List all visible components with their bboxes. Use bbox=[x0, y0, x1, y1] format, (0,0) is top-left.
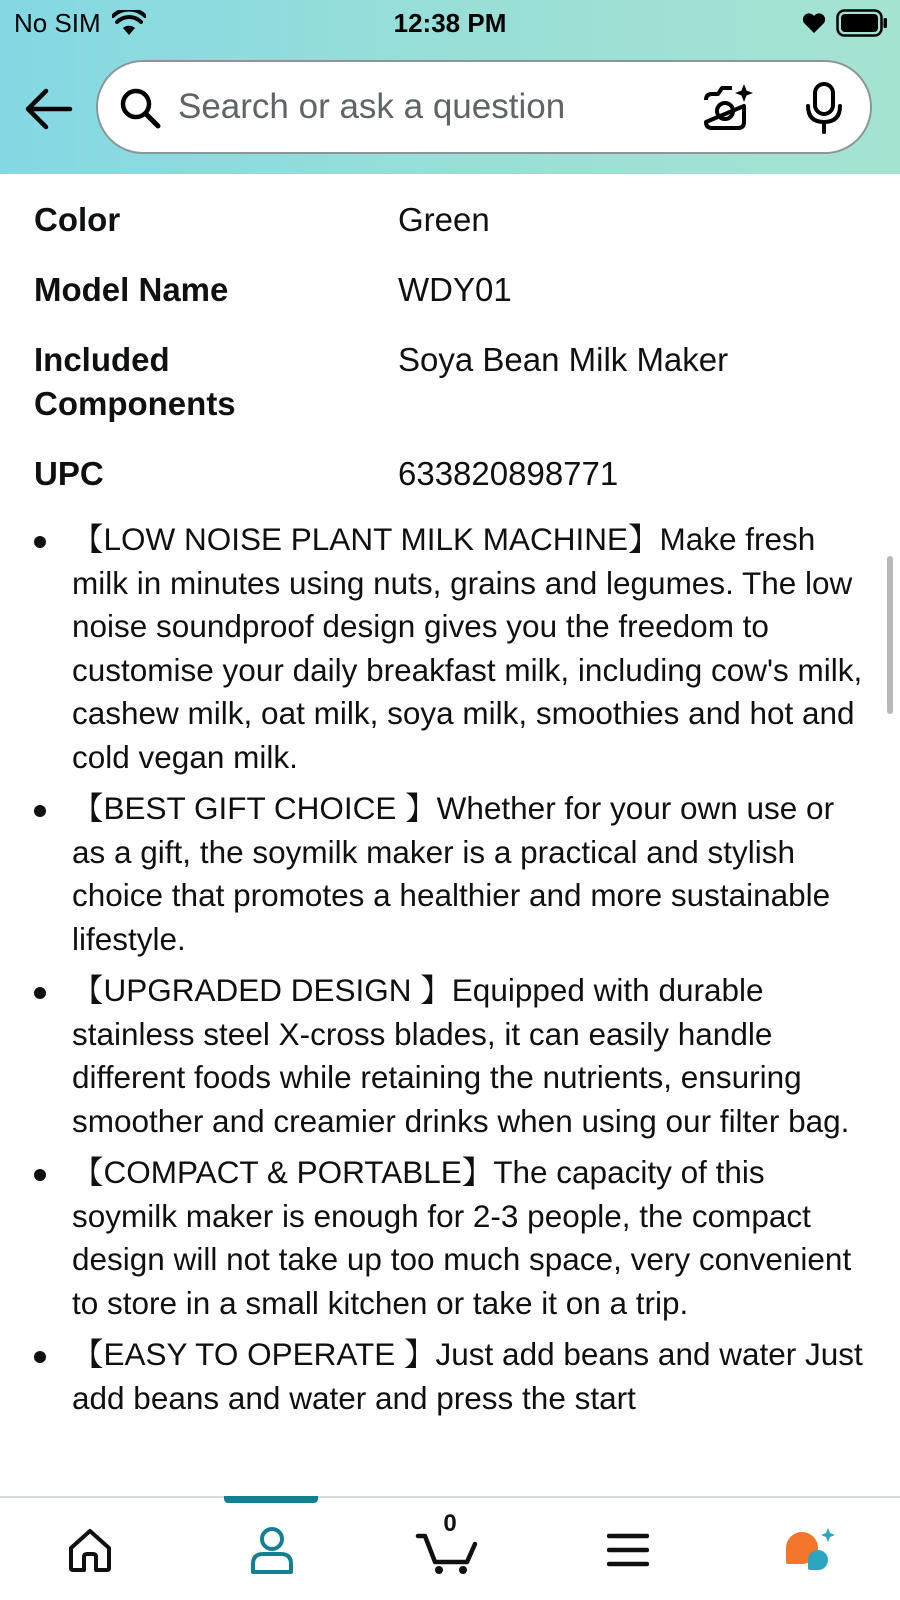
list-item bbox=[34, 787, 866, 961]
tab-rufus[interactable] bbox=[780, 1520, 840, 1580]
mic-icon[interactable] bbox=[804, 82, 844, 134]
tab-account[interactable] bbox=[244, 1520, 300, 1580]
list-item bbox=[34, 969, 866, 1143]
search-icon bbox=[118, 86, 162, 130]
home-icon bbox=[66, 1527, 114, 1573]
bullet-text: 【BEST GIFT CHOICE 】Whether for your own use or as a gift, the soymilk maker is a practical and stylish choice that promotes a healthier and more sustainable lifestyle. bbox=[72, 790, 835, 957]
bullet-dot-icon bbox=[34, 1169, 46, 1181]
spec-value: 633820898771 bbox=[398, 455, 619, 492]
list-item bbox=[34, 518, 866, 779]
product-details bbox=[0, 174, 900, 1496]
back-arrow-icon bbox=[20, 84, 76, 134]
scrollbar[interactable] bbox=[887, 556, 893, 714]
app-header bbox=[0, 0, 900, 174]
product-spec-table bbox=[34, 198, 874, 522]
bullet-dot-icon bbox=[34, 536, 46, 548]
carrier-label: No SIM bbox=[14, 8, 101, 38]
spec-value: WDY01 bbox=[398, 271, 512, 308]
rufus-icon bbox=[782, 1526, 838, 1574]
spec-key: Included Components bbox=[34, 341, 236, 422]
bullet-text: 【LOW NOISE PLANT MILK MACHINE】Make fresh milk in minutes using nuts, grains and legumes. The low noise soundproof design gives you the freedom to customise your daily breakfast milk, including cow's milk, cashew milk, oat milk, soya milk, smoothies and hot and cold vegan milk. bbox=[72, 521, 863, 775]
bullet-dot-icon bbox=[34, 987, 46, 999]
active-tab-indicator bbox=[224, 1496, 318, 1503]
spec-row-upc bbox=[34, 452, 874, 496]
list-item bbox=[34, 1151, 866, 1325]
tab-menu[interactable] bbox=[606, 1520, 650, 1580]
menu-icon bbox=[607, 1533, 649, 1567]
heart-icon bbox=[802, 12, 826, 34]
spec-value: Green bbox=[398, 201, 490, 238]
bullet-dot-icon bbox=[34, 1351, 46, 1363]
feature-bullet-list bbox=[34, 518, 866, 1428]
search-input[interactable] bbox=[178, 78, 658, 136]
spec-key: Model Name bbox=[34, 271, 229, 308]
camera-icon[interactable] bbox=[702, 82, 754, 132]
spec-key: UPC bbox=[34, 455, 104, 492]
search-bar[interactable] bbox=[96, 60, 872, 154]
account-icon bbox=[250, 1526, 294, 1574]
bullet-dot-icon bbox=[34, 805, 46, 817]
spec-key: Color bbox=[34, 201, 121, 238]
bullet-text: 【EASY TO OPERATE 】Just add beans and water Just add beans and water and press the start bbox=[72, 1336, 863, 1416]
status-time: 12:38 PM bbox=[393, 8, 507, 38]
tab-cart[interactable] bbox=[414, 1510, 482, 1580]
tab-home[interactable] bbox=[62, 1520, 118, 1580]
spec-value: Soya Bean Milk Maker bbox=[398, 341, 729, 378]
spec-row-included-components bbox=[34, 338, 874, 426]
cart-count-badge: 0 bbox=[443, 1510, 457, 1537]
list-item bbox=[34, 1333, 866, 1420]
battery-icon bbox=[836, 9, 888, 37]
spec-row-model-name bbox=[34, 268, 874, 312]
bottom-tab-bar bbox=[0, 1496, 900, 1600]
status-bar bbox=[0, 0, 900, 46]
spec-row-color bbox=[34, 198, 874, 242]
back-button[interactable] bbox=[20, 84, 76, 134]
bullet-text: 【COMPACT & PORTABLE】The capacity of this soymilk maker is enough for 2-3 people, the compact design will not take up too much space, very convenient to store in a small kitchen or take it on a trip. bbox=[72, 1154, 852, 1321]
bullet-text: 【UPGRADED DESIGN 】Equipped with durable stainless steel X-cross blades, it can easily handle different foods while retaining the nutrients, ensuring smoother and creamier drinks when using our filter bag. bbox=[72, 972, 850, 1139]
